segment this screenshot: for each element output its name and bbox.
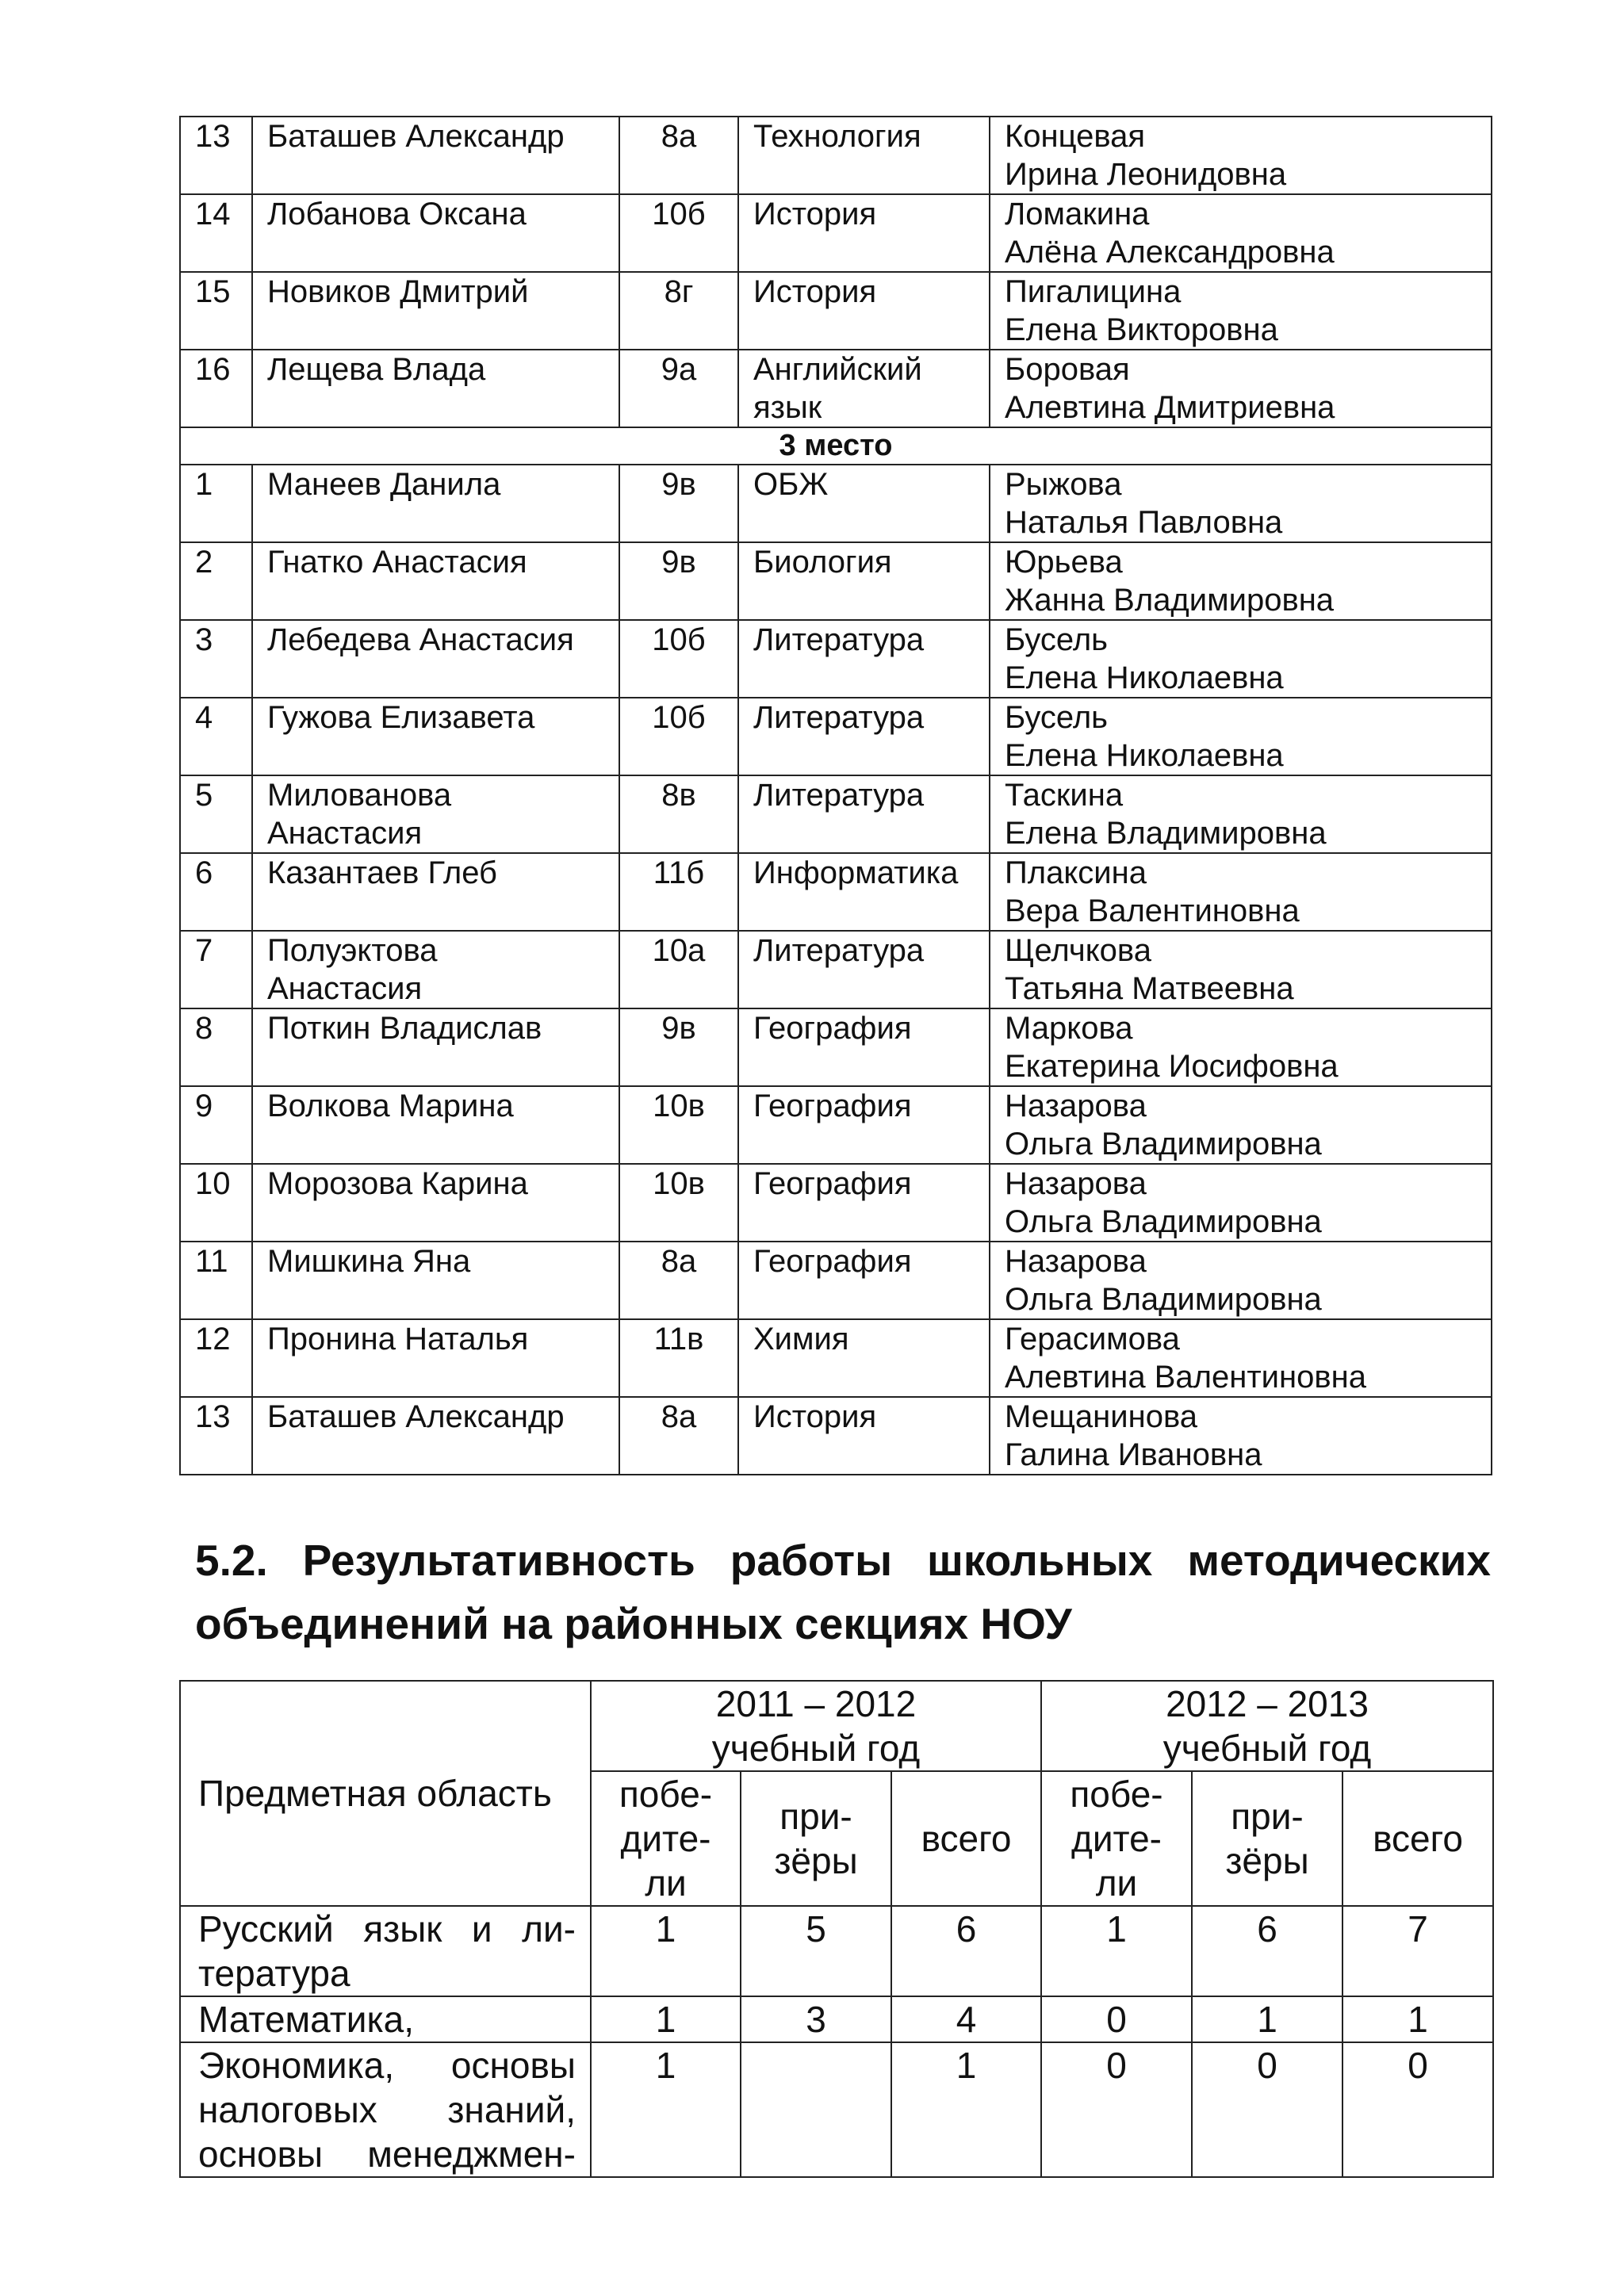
table-row <box>180 1164 1492 1242</box>
cell-line: Баташев Александр <box>267 1399 565 1434</box>
cell-line: Литература <box>753 622 925 657</box>
cell-line: Лебедева Анастасия <box>267 622 574 657</box>
table-row <box>180 1906 1493 1996</box>
cell-line: Пигалицина <box>1005 274 1182 309</box>
teacher-name <box>990 1086 1492 1164</box>
winners-table-body <box>180 117 1492 1475</box>
count-cell: 1 <box>591 1906 741 1996</box>
subject <box>738 853 990 931</box>
count-cell: 1 <box>1041 1906 1192 1996</box>
row-number: 14 <box>180 194 252 272</box>
subject <box>738 1319 990 1397</box>
cell-line: Алевтина Дмитриевна <box>1005 390 1335 425</box>
year-caption: учебный год <box>711 1728 921 1769</box>
cell-line: Алёна Александровна <box>1005 235 1335 270</box>
count-cell: 0 <box>1041 2042 1192 2177</box>
subject <box>738 194 990 272</box>
cell-line: История <box>753 1399 877 1434</box>
cell-line: Милованова <box>267 778 452 813</box>
teacher-name <box>990 698 1492 775</box>
teacher-name <box>990 931 1492 1008</box>
cell-line: при- <box>779 1796 852 1837</box>
subject <box>738 1397 990 1475</box>
cell-line: налоговых знаний, <box>198 2089 576 2130</box>
student-name <box>252 194 619 272</box>
cell-line: Назарова <box>1005 1089 1147 1123</box>
student-name <box>252 620 619 698</box>
row-number: 7 <box>180 931 252 1008</box>
cell-line: Волкова Марина <box>267 1089 514 1123</box>
table-row <box>180 775 1492 853</box>
cell-line: История <box>753 197 877 232</box>
row-number: 5 <box>180 775 252 853</box>
table-row <box>180 350 1492 427</box>
cell-line: тература <box>198 1953 350 1994</box>
row-number: 6 <box>180 853 252 931</box>
table-row <box>180 698 1492 775</box>
section-heading-line2: объединений на районных секциях НОУ <box>195 1599 1072 1648</box>
subject-area <box>180 2042 591 2177</box>
table-row <box>180 117 1492 194</box>
teacher-name <box>990 620 1492 698</box>
cell-line: Маркова <box>1005 1011 1133 1046</box>
teacher-name <box>990 117 1492 194</box>
subject <box>738 117 990 194</box>
cell-line: Бусель <box>1005 622 1109 657</box>
cell-line: Мещанинова <box>1005 1399 1197 1434</box>
cell-line: Лобанова Оксана <box>267 197 527 232</box>
cell-line: Русский язык и ли- <box>198 1908 576 1950</box>
teacher-name <box>990 1319 1492 1397</box>
count-cell: 6 <box>891 1906 1041 1996</box>
subject-area-header: Предметная область <box>180 1681 591 1906</box>
student-class: 8в <box>619 775 738 853</box>
student-name <box>252 1164 619 1242</box>
results-table <box>179 1680 1494 2178</box>
row-number: 15 <box>180 272 252 350</box>
student-name <box>252 698 619 775</box>
cell-line: Елена Владимировна <box>1005 816 1327 851</box>
row-number: 11 <box>180 1242 252 1319</box>
cell-line: Таскина <box>1005 778 1124 813</box>
cell-line: Галина Ивановна <box>1005 1437 1262 1472</box>
cell-line: Литература <box>753 933 925 968</box>
cell-line: Ирина Леонидовна <box>1005 157 1287 192</box>
cell-line: Математика, <box>198 1999 415 2040</box>
teacher-name <box>990 1242 1492 1319</box>
teacher-name <box>990 272 1492 350</box>
table-row <box>180 1242 1492 1319</box>
cell-line: Ольга Владимировна <box>1005 1282 1322 1317</box>
cell-line: основы менеджмен- <box>198 2133 576 2175</box>
student-name <box>252 350 619 427</box>
teacher-name <box>990 465 1492 542</box>
student-class: 10в <box>619 1086 738 1164</box>
column-subheader <box>1041 1771 1192 1906</box>
student-class: 9в <box>619 465 738 542</box>
table-row <box>180 1996 1493 2042</box>
student-class: 9в <box>619 542 738 620</box>
cell-line: Поткин Владислав <box>267 1011 542 1046</box>
student-name <box>252 1397 619 1475</box>
teacher-name <box>990 853 1492 931</box>
count-cell: 1 <box>1192 1996 1342 2042</box>
cell-line: Назарова <box>1005 1166 1147 1201</box>
subject <box>738 350 990 427</box>
student-class: 8г <box>619 272 738 350</box>
subject <box>738 931 990 1008</box>
school-year-header <box>1041 1681 1493 1771</box>
cell-line: Юрьева <box>1005 545 1123 580</box>
cell-line: Анастасия <box>267 971 423 1006</box>
row-number: 16 <box>180 350 252 427</box>
student-class: 10а <box>619 931 738 1008</box>
cell-line: Елена Николаевна <box>1005 660 1284 695</box>
heading-word: методических <box>1187 1536 1491 1585</box>
student-name <box>252 117 619 194</box>
subject <box>738 1008 990 1086</box>
subject-area <box>180 1996 591 2042</box>
student-class: 8а <box>619 1397 738 1475</box>
student-name <box>252 1008 619 1086</box>
winners-table <box>179 116 1492 1475</box>
teacher-name <box>990 775 1492 853</box>
count-cell: 1 <box>591 2042 741 2177</box>
cell-line: побе- <box>1070 1774 1163 1815</box>
student-name <box>252 272 619 350</box>
cell-line: Анастасия <box>267 816 423 851</box>
table-row <box>180 1086 1492 1164</box>
cell-line: Жанна Владимировна <box>1005 583 1335 618</box>
results-table-body <box>180 1681 1493 2177</box>
cell-line: Литература <box>753 700 925 735</box>
row-number: 13 <box>180 117 252 194</box>
cell-line: Боровая <box>1005 352 1130 387</box>
cell-line: зёры <box>774 1840 858 1881</box>
student-class: 9в <box>619 1008 738 1086</box>
table-row <box>180 620 1492 698</box>
column-subheader <box>1342 1771 1493 1906</box>
teacher-name <box>990 350 1492 427</box>
teacher-name <box>990 1164 1492 1242</box>
cell-line: при- <box>1231 1796 1304 1837</box>
cell-line: ли <box>1095 1862 1138 1904</box>
year-range: 2011 – 2012 <box>715 1683 917 1724</box>
cell-line: Наталья Павловна <box>1005 505 1283 540</box>
student-name <box>252 775 619 853</box>
row-number: 1 <box>180 465 252 542</box>
cell-line: Полуэктова <box>267 933 438 968</box>
row-number: 2 <box>180 542 252 620</box>
heading-word: 5.2. <box>195 1536 268 1585</box>
cell-line: Биология <box>753 545 892 580</box>
table-row <box>180 465 1492 542</box>
row-number: 12 <box>180 1319 252 1397</box>
cell-line: всего <box>921 1818 1012 1859</box>
table-row <box>180 542 1492 620</box>
subject <box>738 620 990 698</box>
subject <box>738 1242 990 1319</box>
cell-line: Ольга Владимировна <box>1005 1127 1322 1161</box>
subject <box>738 1164 990 1242</box>
cell-line: Английский <box>753 352 922 387</box>
table-row <box>180 1397 1492 1475</box>
count-cell: 5 <box>741 1906 891 1996</box>
cell-line: Литература <box>753 778 925 813</box>
cell-line: Технология <box>753 119 921 154</box>
section-heading <box>195 1529 1491 1655</box>
student-class: 11б <box>619 853 738 931</box>
student-class: 11в <box>619 1319 738 1397</box>
student-class: 8а <box>619 1242 738 1319</box>
cell-line: Плаксина <box>1005 855 1147 890</box>
count-cell <box>741 2042 891 2177</box>
student-class: 9а <box>619 350 738 427</box>
heading-word: работы <box>730 1536 893 1585</box>
cell-line: Новиков Дмитрий <box>267 274 529 309</box>
teacher-name <box>990 194 1492 272</box>
count-cell: 1 <box>591 1996 741 2042</box>
cell-line: всего <box>1373 1818 1463 1859</box>
cell-line: География <box>753 1011 912 1046</box>
cell-line: Химия <box>753 1322 849 1357</box>
cell-line: Алевтина Валентиновна <box>1005 1360 1366 1395</box>
student-class: 10б <box>619 194 738 272</box>
count-cell: 0 <box>1342 2042 1493 2177</box>
student-name <box>252 853 619 931</box>
cell-line: Щелчкова <box>1005 933 1151 968</box>
column-subheader <box>591 1771 741 1906</box>
cell-line: География <box>753 1089 912 1123</box>
cell-line: Морозова Карина <box>267 1166 528 1201</box>
cell-line: Герасимова <box>1005 1322 1180 1357</box>
cell-line: Пронина Наталья <box>267 1322 529 1357</box>
cell-line: Вера Валентиновна <box>1005 894 1300 928</box>
cell-line: Екатерина Иосифовна <box>1005 1049 1339 1084</box>
table-row <box>180 931 1492 1008</box>
student-class: 10б <box>619 620 738 698</box>
student-class: 8а <box>619 117 738 194</box>
cell-line: Лещева Влада <box>267 352 486 387</box>
cell-line: Мишкина Яна <box>267 1244 471 1279</box>
section-heading-line1 <box>195 1529 1491 1592</box>
student-class: 10в <box>619 1164 738 1242</box>
subject-area <box>180 1906 591 1996</box>
count-cell: 1 <box>891 2042 1041 2177</box>
subject <box>738 465 990 542</box>
subject <box>738 272 990 350</box>
cell-line: Татьяна Матвеевна <box>1005 971 1294 1006</box>
count-cell: 3 <box>741 1996 891 2042</box>
header-row <box>180 1681 1493 1771</box>
table-row <box>180 194 1492 272</box>
count-cell: 4 <box>891 1996 1041 2042</box>
table-row <box>180 2042 1493 2177</box>
cell-line: Назарова <box>1005 1244 1147 1279</box>
cell-line: дите- <box>620 1818 711 1859</box>
cell-line: Казантаев Глеб <box>267 855 497 890</box>
table-row <box>180 853 1492 931</box>
table-row <box>180 1319 1492 1397</box>
student-name <box>252 931 619 1008</box>
section-row <box>180 427 1492 465</box>
cell-line: язык <box>753 390 822 425</box>
row-number: 8 <box>180 1008 252 1086</box>
count-cell: 7 <box>1342 1906 1493 1996</box>
heading-word: школьных <box>926 1536 1153 1585</box>
teacher-name <box>990 542 1492 620</box>
cell-line: ОБЖ <box>753 467 829 502</box>
subject <box>738 698 990 775</box>
cell-line: География <box>753 1244 912 1279</box>
cell-line: Баташев Александр <box>267 119 565 154</box>
row-number: 9 <box>180 1086 252 1164</box>
student-name <box>252 465 619 542</box>
cell-line: Ломакина <box>1005 197 1150 232</box>
student-name <box>252 1242 619 1319</box>
cell-line: Гужова Елизавета <box>267 700 535 735</box>
cell-line: Ольга Владимировна <box>1005 1204 1322 1239</box>
subject <box>738 1086 990 1164</box>
count-cell: 1 <box>1342 1996 1493 2042</box>
subject <box>738 542 990 620</box>
year-caption: учебный год <box>1162 1728 1372 1769</box>
cell-line: побе- <box>619 1774 713 1815</box>
student-name <box>252 542 619 620</box>
subject <box>738 775 990 853</box>
cell-line: зёры <box>1225 1840 1309 1881</box>
row-number: 13 <box>180 1397 252 1475</box>
table-row <box>180 272 1492 350</box>
cell-line: Бусель <box>1005 700 1109 735</box>
count-cell: 0 <box>1192 2042 1342 2177</box>
student-name <box>252 1086 619 1164</box>
column-subheader <box>1192 1771 1342 1906</box>
cell-line: Елена Викторовна <box>1005 312 1278 347</box>
row-number: 3 <box>180 620 252 698</box>
row-number: 10 <box>180 1164 252 1242</box>
year-range: 2012 – 2013 <box>1166 1683 1369 1724</box>
school-year-header <box>591 1681 1041 1771</box>
section-label: 3 место <box>180 427 1492 465</box>
column-subheader <box>741 1771 891 1906</box>
count-cell: 6 <box>1192 1906 1342 1996</box>
column-subheader <box>891 1771 1041 1906</box>
cell-line: География <box>753 1166 912 1201</box>
cell-line: История <box>753 274 877 309</box>
table-row <box>180 1008 1492 1086</box>
cell-line: Манеев Данила <box>267 467 501 502</box>
teacher-name <box>990 1397 1492 1475</box>
cell-line: Информатика <box>753 855 959 890</box>
cell-line: дите- <box>1071 1818 1162 1859</box>
cell-line: ли <box>645 1862 687 1904</box>
teacher-name <box>990 1008 1492 1086</box>
heading-word: Результативность <box>302 1536 695 1585</box>
cell-line: Рыжова <box>1005 467 1122 502</box>
cell-line: Экономика, основы <box>198 2045 576 2086</box>
cell-line: Концевая <box>1005 119 1146 154</box>
count-cell: 0 <box>1041 1996 1192 2042</box>
cell-line: Елена Николаевна <box>1005 738 1284 773</box>
student-name <box>252 1319 619 1397</box>
student-class: 10б <box>619 698 738 775</box>
cell-line: Гнатко Анастасия <box>267 545 527 580</box>
row-number: 4 <box>180 698 252 775</box>
